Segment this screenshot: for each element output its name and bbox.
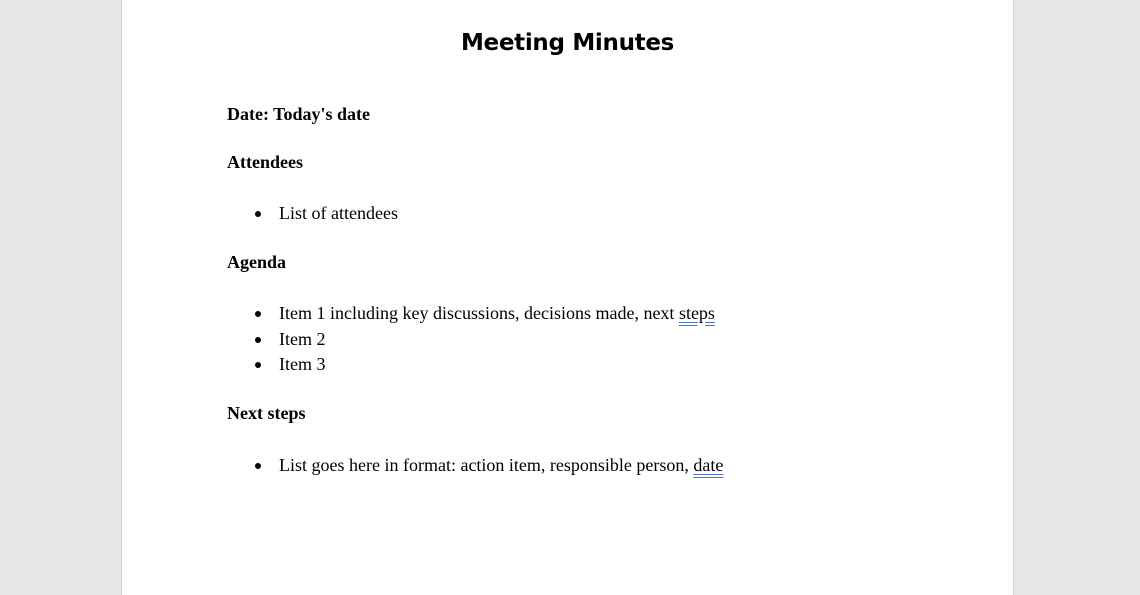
list-item[interactable]: Item 3 bbox=[253, 352, 715, 378]
document-page[interactable] bbox=[121, 0, 1014, 595]
list-item[interactable]: Item 1 including key discussions, decisions made, next steps bbox=[253, 301, 715, 327]
grammar-flagged-word[interactable]: date bbox=[693, 455, 724, 475]
grammar-flagged-word[interactable]: steps bbox=[678, 303, 715, 323]
next-steps-list bbox=[253, 453, 723, 479]
document-title[interactable]: Meeting Minutes bbox=[460, 30, 675, 56]
list-item[interactable]: List goes here in format: action item, responsible person, date bbox=[253, 453, 723, 479]
date-line[interactable]: Date: Today's date bbox=[227, 104, 371, 124]
attendees-list bbox=[253, 201, 398, 227]
agenda-heading[interactable]: Agenda bbox=[227, 252, 287, 272]
agenda-list bbox=[253, 301, 715, 378]
list-item[interactable]: Item 2 bbox=[253, 327, 715, 353]
attendees-heading[interactable]: Attendees bbox=[227, 152, 303, 172]
next-steps-heading[interactable]: Next steps bbox=[227, 403, 306, 423]
list-item[interactable]: List of attendees bbox=[253, 201, 398, 227]
